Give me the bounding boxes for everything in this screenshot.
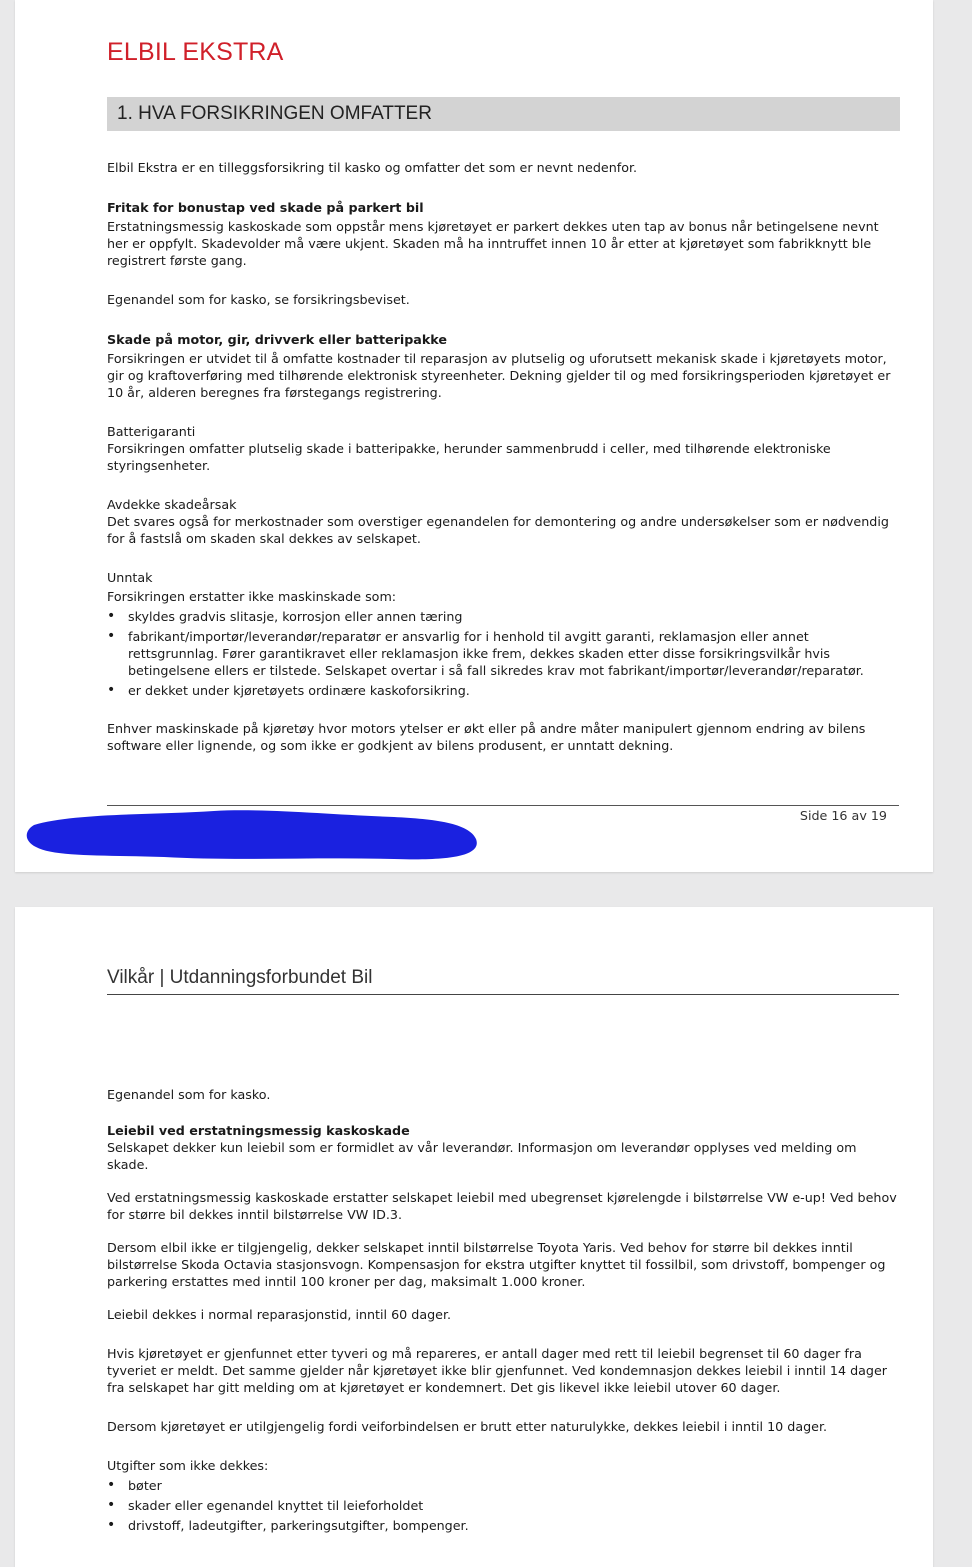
unntak-list bbox=[107, 608, 907, 702]
manipulation-paragraph: Enhver maskinskade på kjøretøy hvor motors ytelser er økt eller på andre måter manipulert gjennom endring av bilens software eller lignende, og som ikke er godkjent av bilens produsent, er unntatt dekning. bbox=[107, 721, 866, 753]
leiebil-paragraph: Selskapet dekker kun leiebil som er formidlet av vår leverandør. Informasjon om leverandør opplyses ved melding om skade. bbox=[107, 1140, 857, 1172]
normal-paragraph: Leiebil dekkes i normal reparasjonstid, inntil 60 dager. bbox=[107, 1307, 452, 1322]
list-item: • bøter bbox=[107, 1477, 907, 1494]
list-item: • drivstoff, ladeutgifter, parkeringsutgifter, bompenger. bbox=[107, 1517, 907, 1534]
unntak-heading: Unntak bbox=[107, 570, 153, 585]
motor-paragraph: Forsikringen er utvidet til å omfatte kostnader til reparasjon av plutselig og uforutsett mekanisk skade i kjøretøyets motor, gir og kraftoverføring med tilhørende elektronisk styreenheter. Dekning gjelder til og med forsikringsperioden kjøretøyet er 10 år, alderen beregnes fra førstegangs registrering. bbox=[107, 351, 891, 400]
document-page-16 bbox=[15, 0, 933, 872]
redaction-mark bbox=[14, 803, 484, 865]
page-header: Vilkår | Utdanningsforbundet Bil bbox=[107, 967, 373, 988]
batteri-paragraph: Forsikringen omfatter plutselig skade i batteripakke, herunder sammenbrudd i celler, med tilhørende elektroniske styringsenheter. bbox=[107, 441, 831, 473]
header-divider bbox=[107, 994, 899, 995]
motor-heading: Skade på motor, gir, drivverk eller batteripakke bbox=[107, 332, 447, 347]
avdekke-heading: Avdekke skadeårsak bbox=[107, 497, 237, 512]
document-title: ELBIL EKSTRA bbox=[107, 38, 284, 66]
list-item: • skyldes gradvis slitasje, korrosjon eller annen tæring bbox=[107, 608, 907, 625]
section-heading-bar bbox=[107, 97, 900, 131]
batteri-heading: Batterigaranti bbox=[107, 424, 196, 439]
dersom-paragraph: Dersom elbil ikke er tilgjengelig, dekker selskapet inntil bilstørrelse Toyota Yaris. Ved behov for større bil dekkes inntil bilstørrelse Skoda Octavia stasjonsvogn. Kompensasjon for ekstra utgifter knyttet til fossilbil, som drivstoff, bompenger og parkering erstattes med inntil 100 kroner per dag, maksimalt 1.000 kroner. bbox=[107, 1240, 886, 1289]
intro-paragraph: Elbil Ekstra er en tilleggsforsikring til kasko og omfatter det som er nevnt nedenfor. bbox=[107, 160, 638, 175]
fritak-paragraph: Erstatningsmessig kaskoskade som oppstår mens kjøretøyet er parkert dekkes uten tap av bonus når betingelsene nevnt her er oppfylt. Skadevolder må være ukjent. Skaden må ha inntruffet innen 10 år etter at kjøretøyet som fabrikknytt ble registrert første gang. bbox=[107, 219, 879, 268]
tyveri-paragraph: Hvis kjøretøyet er gjenfunnet etter tyveri og må repareres, er antall dager med rett til leiebil begrenset til 60 dager fra tyveriet er meldt. Det samme gjelder når kjøretøyet ikke blir gjenfunnet. Ved kondemnasjon dekkes leiebil i inntil 14 dager fra selskapet har gitt melding om at kjøretøyet er kondemnert. Det gis likevel ikke leiebil utover 60 dager. bbox=[107, 1346, 887, 1395]
list-item: • er dekket under kjøretøyets ordinære kaskoforsikring. bbox=[107, 682, 907, 699]
page-number: Side 16 av 19 bbox=[799, 808, 887, 823]
egenandel-paragraph: Egenandel som for kasko, se forsikringsbeviset. bbox=[107, 292, 410, 307]
fritak-heading: Fritak for bonustap ved skade på parkert bil bbox=[107, 200, 424, 215]
utgifter-heading: Utgifter som ikke dekkes: bbox=[107, 1458, 269, 1473]
leiebil-heading: Leiebil ved erstatningsmessig kaskoskade bbox=[107, 1123, 410, 1138]
utgifter-list bbox=[107, 1477, 907, 1537]
section-heading: 1. HVA FORSIKRINGEN OMFATTER bbox=[117, 103, 432, 124]
vw-paragraph: Ved erstatningsmessig kaskoskade erstatter selskapet leiebil med ubegrenset kjørelengde i bilstørrelse VW e-up! Ved behov for større bil dekkes inntil bilstørrelse VW ID.3. bbox=[107, 1190, 897, 1222]
document-page-17 bbox=[15, 907, 933, 1567]
vei-paragraph: Dersom kjøretøyet er utilgjengelig fordi veiforbindelsen er brutt etter naturulykke, dekkes leiebil i inntil 10 dager. bbox=[107, 1419, 828, 1434]
list-item: • skader eller egenandel knyttet til leieforholdet bbox=[107, 1497, 907, 1514]
egenandel-paragraph-2: Egenandel som for kasko. bbox=[107, 1087, 271, 1102]
list-item: • fabrikant/importør/leverandør/reparatør er ansvarlig for i henhold til avgitt garanti, reklamasjon eller annet rettsgrunnlag. Fører garantikravet eller reklamasjon ikke frem, dekkes skaden etter disse forsikringsvilkår hvis betingelsene ellers er tilstede. Selskapet overtar i så fall sikredes krav mot fabrikant/importør/leverandør/reparatør. bbox=[107, 628, 907, 679]
avdekke-paragraph: Det svares også for merkostnader som overstiger egenandelen for demontering og andre undersøkelser som er nødvendig for å fastslå om skaden skal dekkes av selskapet. bbox=[107, 514, 889, 546]
unntak-intro: Forsikringen erstatter ikke maskinskade som: bbox=[107, 589, 397, 604]
